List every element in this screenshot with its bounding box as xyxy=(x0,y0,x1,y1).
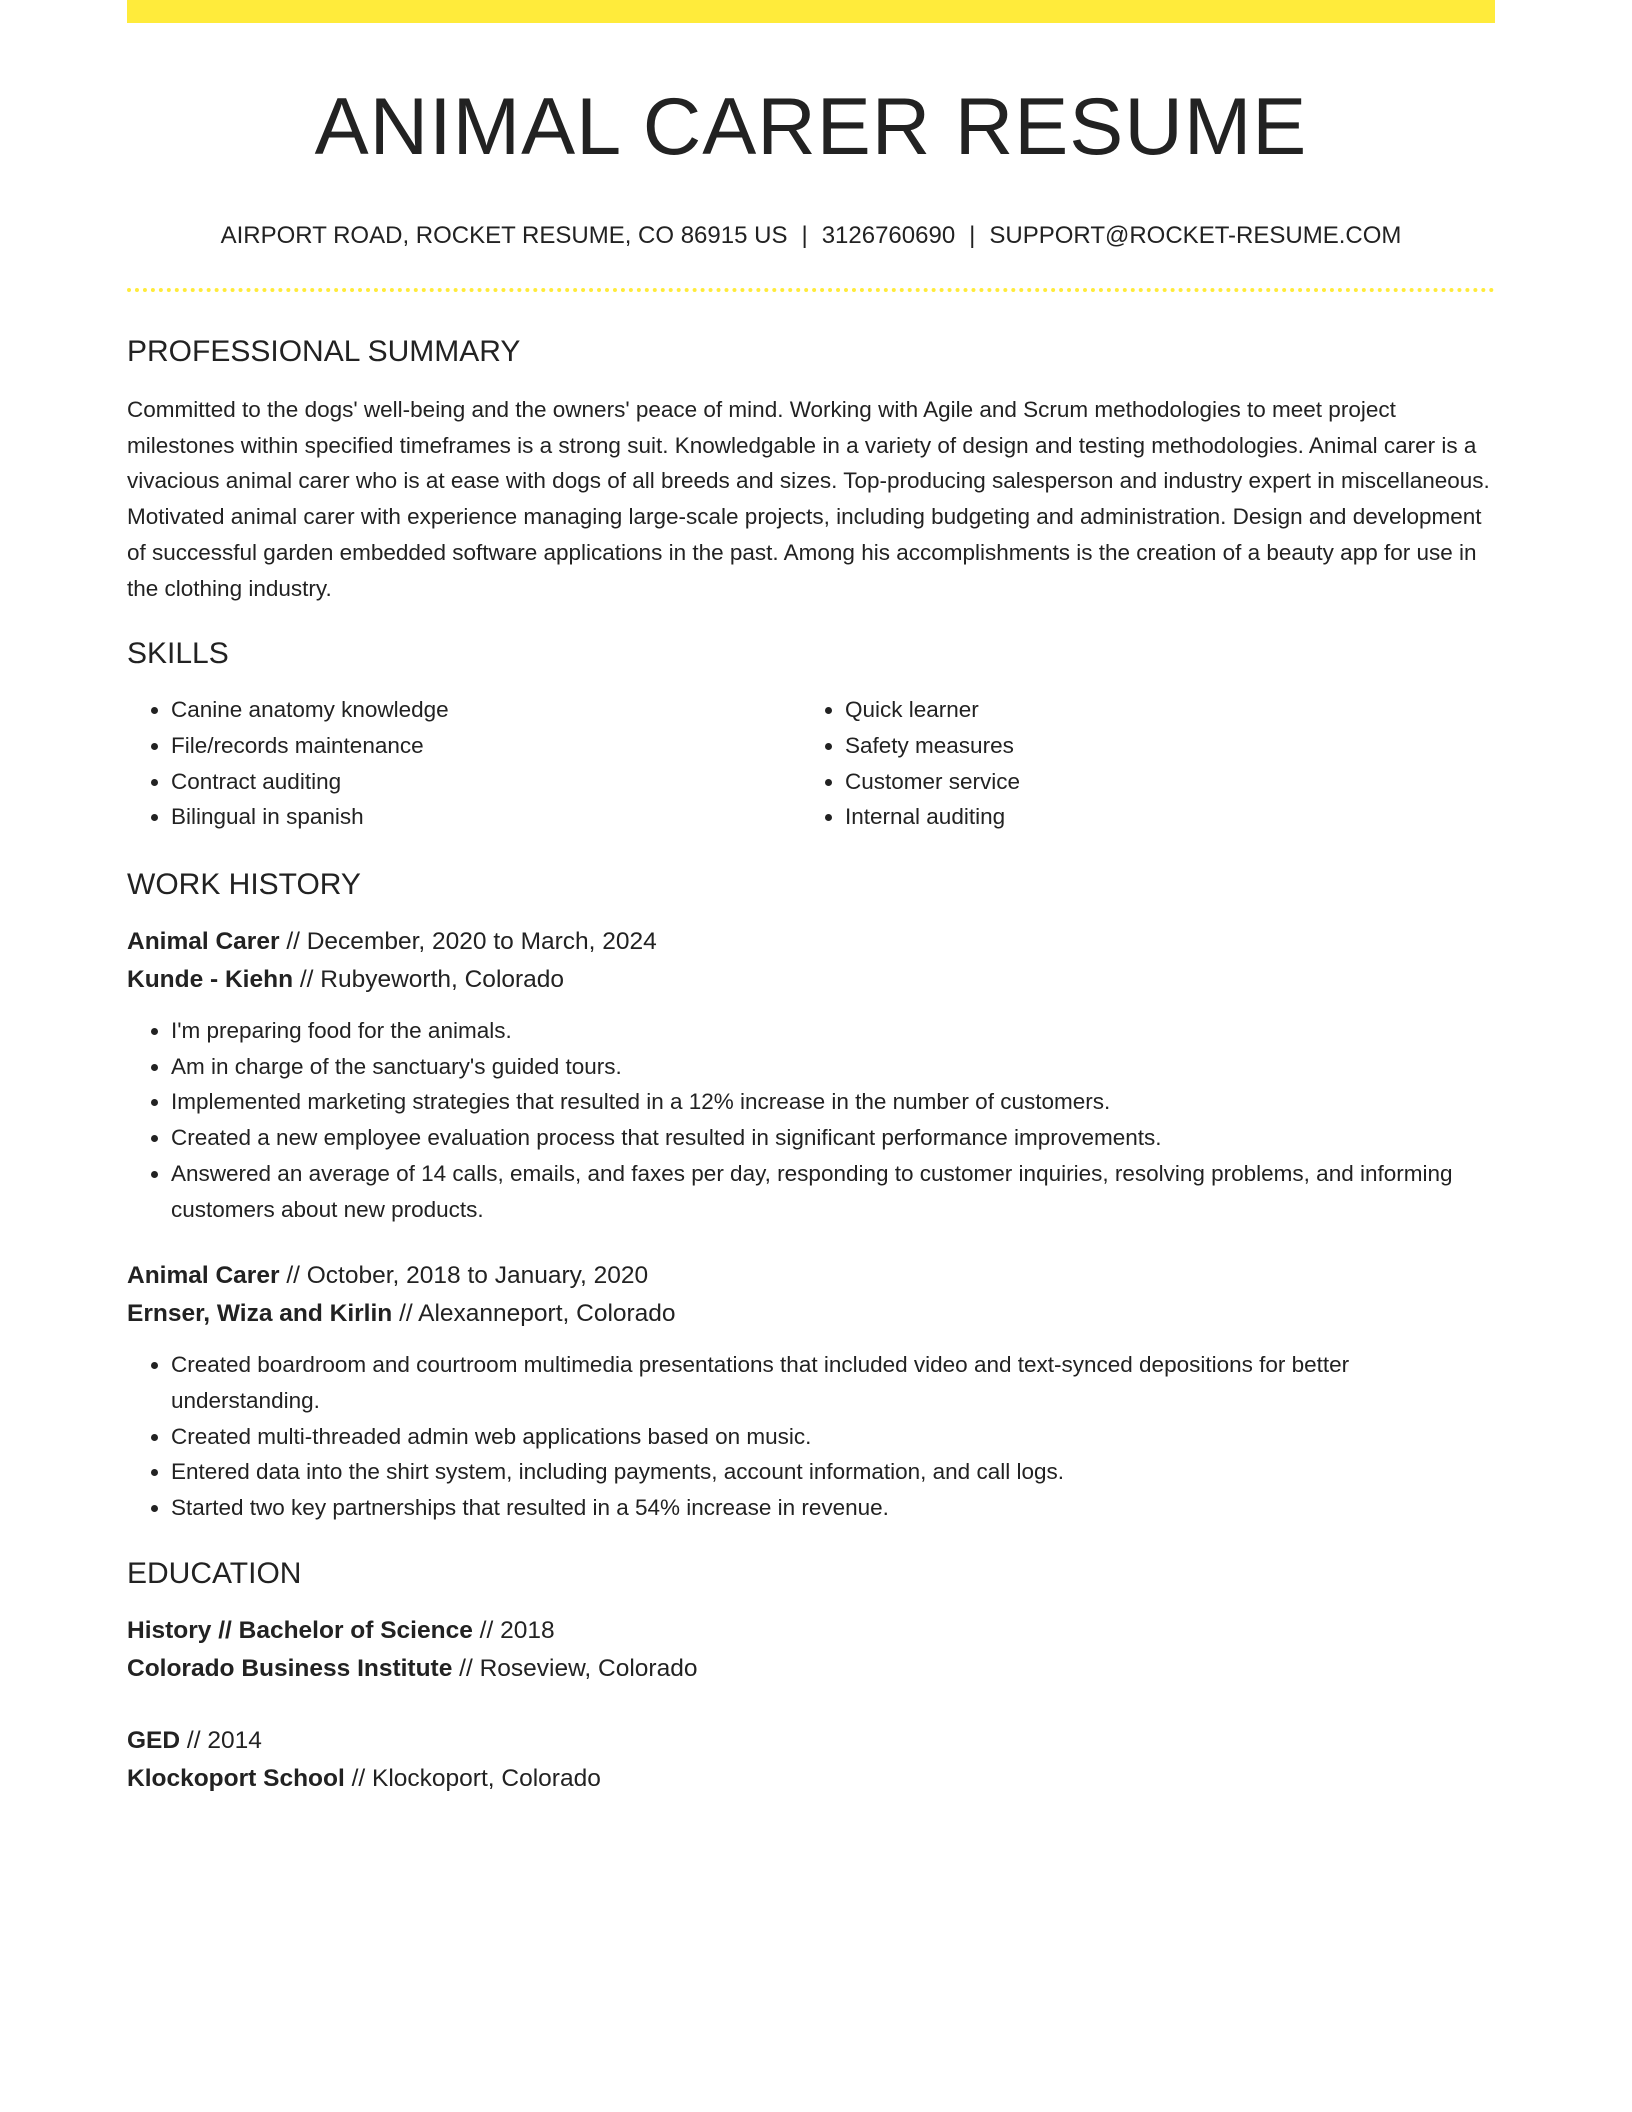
summary-text: Committed to the dogs' well-being and the owners' peace of mind. Working with Agile and Scrum methodologies to meet project milestones within specified timeframes is a strong suit. Knowledgable in a variety of design and testing methodologies. Animal carer is a vivacious animal carer who is at ease with dogs of all breeds and sizes. Top-producing salesperson and industry expert in miscellaneous. Motivated animal carer with experience managing large-scale projects, including budgeting and administration. Design and development of successful garden embedded software applications in the past. Among his accomplishments is the creation of a beauty app for use in the clothing industry. xyxy=(127,397,1490,601)
job-dates: // December, 2020 to March, 2024 xyxy=(279,928,657,956)
skill-item: • Customer service xyxy=(845,764,1475,800)
skills-list xyxy=(127,692,1495,835)
job-bullet: • Answered an average of 14 calls, emails, and faxes per day, responding to customer inquiries, resolving problems, and informing customers about new products. xyxy=(171,1156,1495,1227)
job-bullet: • Created boardroom and courtroom multimedia presentations that included video and text-synced depositions for better understanding. xyxy=(171,1347,1495,1418)
job-bullet: • Created a new employee evaluation process that resulted in significant performance improvements. xyxy=(171,1120,1495,1156)
education-location: // Roseview, Colorado xyxy=(452,1654,698,1682)
contact-line xyxy=(127,221,1495,251)
job-bullet: • Implemented marketing strategies that resulted in a 12% increase in the number of customers. xyxy=(171,1084,1495,1120)
skill-item: • Bilingual in spanish xyxy=(171,799,801,835)
skills-column-left xyxy=(127,692,801,835)
section-title-summary: PROFESSIONAL SUMMARY xyxy=(127,335,521,368)
skill-item: • Quick learner xyxy=(845,692,1475,728)
job-company: Kunde - Kiehn xyxy=(127,966,294,994)
education-year: // 2018 xyxy=(472,1616,555,1644)
education-degree-line xyxy=(127,1722,1495,1760)
education-degree: History // Bachelor of Science xyxy=(127,1616,473,1644)
education-entry xyxy=(127,1612,1495,1688)
job-role-line xyxy=(127,1257,1495,1295)
job-company-line xyxy=(127,961,1495,999)
resume-page xyxy=(127,0,1495,1798)
job-role-line xyxy=(127,923,1495,961)
education-school-line xyxy=(127,1650,1495,1688)
job-location: // Rubyeworth, Colorado xyxy=(293,966,565,994)
skill-item: • Safety measures xyxy=(845,728,1475,764)
contact-address: AIRPORT ROAD, ROCKET RESUME, CO 86915 US xyxy=(220,222,788,249)
education-school: Klockoport School xyxy=(127,1764,345,1792)
job-role: Animal Carer xyxy=(127,928,280,956)
skill-item: • Internal auditing xyxy=(845,799,1475,835)
education-degree-line xyxy=(127,1612,1495,1650)
skill-item: • Canine anatomy knowledge xyxy=(171,692,801,728)
education-school: Colorado Business Institute xyxy=(127,1654,453,1682)
job-bullet: • Am in charge of the sanctuary's guided tours. xyxy=(171,1049,1495,1085)
job-dates: // October, 2018 to January, 2020 xyxy=(279,1262,649,1290)
skills-column-right xyxy=(801,692,1475,835)
job-bullet: • Started two key partnerships that resulted in a 54% increase in revenue. xyxy=(171,1490,1495,1526)
contact-separator: | xyxy=(969,222,976,249)
job-company: Ernser, Wiza and Kirlin xyxy=(127,1300,393,1328)
section-title-skills: SKILLS xyxy=(127,637,229,671)
education-location: // Klockoport, Colorado xyxy=(344,1764,601,1792)
education-degree: GED xyxy=(127,1726,181,1754)
education-year: // 2014 xyxy=(180,1726,262,1754)
job-company-line xyxy=(127,1295,1495,1333)
section-title-education: EDUCATION xyxy=(127,1556,302,1590)
resume-title: ANIMAL CARER RESUME xyxy=(314,82,1308,172)
contact-separator: | xyxy=(801,222,808,249)
education-entry xyxy=(127,1722,1495,1798)
job-bullet: • Entered data into the shirt system, including payments, account information, and call logs. xyxy=(171,1454,1495,1490)
job-location: // Alexanneport, Colorado xyxy=(392,1300,676,1328)
job-bullets xyxy=(127,1013,1495,1227)
job-bullet: • I'm preparing food for the animals. xyxy=(171,1013,1495,1049)
accent-top-bar xyxy=(127,0,1495,23)
dotted-divider xyxy=(127,288,1495,292)
job-entry xyxy=(127,1257,1495,1526)
contact-phone: 3126760690 xyxy=(821,222,956,249)
skill-item: • Contract auditing xyxy=(171,764,801,800)
education-school-line xyxy=(127,1760,1495,1798)
job-entry xyxy=(127,923,1495,1227)
job-bullets xyxy=(127,1347,1495,1526)
contact-email: SUPPORT@ROCKET-RESUME.COM xyxy=(989,222,1402,249)
skill-item: • File/records maintenance xyxy=(171,728,801,764)
job-bullet: • Created multi-threaded admin web applications based on music. xyxy=(171,1419,1495,1455)
section-title-work-history: WORK HISTORY xyxy=(127,868,361,902)
job-role: Animal Carer xyxy=(127,1262,280,1290)
